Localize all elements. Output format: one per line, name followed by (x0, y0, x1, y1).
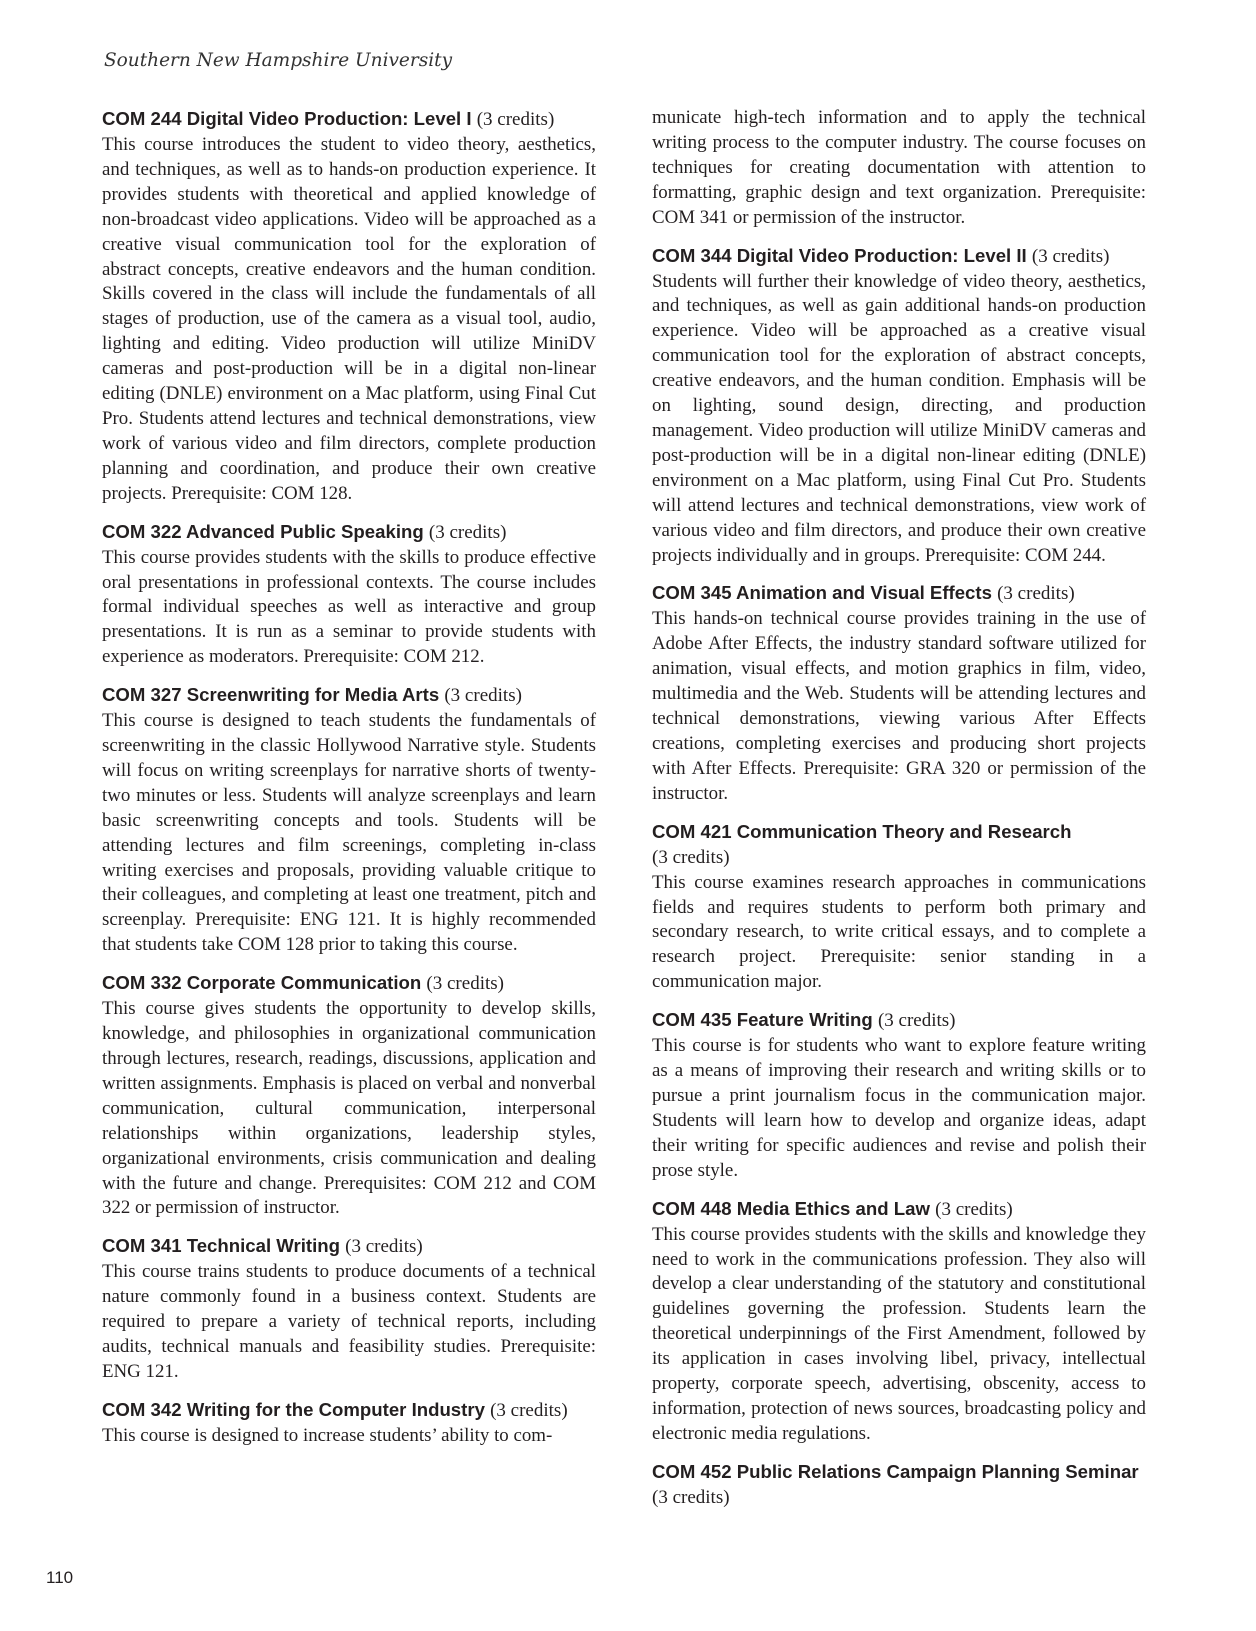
right-column (652, 106, 1146, 1523)
course-heading (102, 1233, 596, 1260)
course-heading (102, 682, 596, 709)
course-credits: (3 credits) (652, 1486, 730, 1508)
page-number: 110 (46, 1568, 74, 1587)
course-credits: (3 credits) (1031, 245, 1110, 267)
course-credits: (3 credits) (345, 1236, 423, 1258)
course-entry (102, 1233, 596, 1385)
course-title: COM 332 Corporate Communication (102, 972, 422, 994)
course-description: This course gives students the opportunity to develop skills, knowledge, and philosophies in organizational communication through lectures, research, readings, discussions, application and written assignments. Emphasis is placed on verbal and nonverbal communication, cultural communication, interpersonal relationships within organizations, leadership styles, organizational environments, crisis communication and dealing with the future and change. Prerequisites: COM 212 and COM 322 or permission of instructor. (102, 998, 596, 1219)
course-entry (652, 243, 1146, 569)
course-heading (102, 1397, 596, 1424)
course-description: This course is for students who want to explore feature writing as a means of improving their research and writing skills or to pursue a print journalism focus in the communication major. Students will learn how to develop and organize ideas, adapt their writing for specific audiences and revise and polish their prose style. (652, 1035, 1146, 1181)
course-title: COM 342 Writing for the Computer Industry (102, 1398, 485, 1420)
course-credits: (3 credits) (490, 1399, 568, 1421)
course-entry (652, 580, 1146, 806)
course-entry (102, 519, 596, 671)
course-entry (102, 106, 596, 507)
course-description: This course is designed to increase students’ ability to com- (102, 1424, 553, 1446)
course-description: This course trains students to produce documents of a technical nature commonly found in a business context. Students are required to prepare a variety of technical reports, including audits, technical manuals and feasibility studies. Prerequisite: ENG 121. (102, 1261, 596, 1382)
course-heading (652, 1196, 1146, 1223)
course-title: COM 327 Screenwriting for Media Arts (102, 684, 440, 706)
course-title: COM 345 Animation and Visual Effects (652, 582, 992, 604)
course-credits: (3 credits) (877, 1010, 956, 1032)
course-heading (102, 970, 596, 997)
course-description: Students will further their knowledge of video theory, aesthetics, and techniques, as well as gain additional hands-on production experience. Video will be approached as a creative visual communication tool for the exploration of abstract concepts, creative endeavors, and the human condition. Emphasis will be on lighting, sound design, directing, and production management. Video production will utilize MiniDV cameras and post-production will be in a digital non-linear editing (DNLE) environment on a Mac platform, using Final Cut Pro. Students will attend lectures and technical demonstrations, view work of various video and film directors, and produce their own creative projects individually and in groups. Prerequisite: COM 244. (652, 270, 1146, 566)
course-heading (102, 106, 596, 133)
course-heading (652, 243, 1146, 270)
course-credits: (3 credits) (652, 846, 730, 868)
running-head: Southern New Hampshire University (104, 50, 453, 71)
course-heading (652, 1007, 1146, 1034)
course-description: municate high-tech information and to apply the technical writing process to the computer industry. The course focuses on techniques for creating documentation with attention to formatting, graphic design and text organization. Prerequisite: COM 341 or permission of the instructor. (652, 107, 1146, 228)
course-title: COM 341 Technical Writing (102, 1235, 340, 1257)
course-title: COM 421 Communication Theory and Research (652, 820, 1072, 842)
course-description: This hands-on technical course provides training in the use of Adobe After Effects, the industry standard software utilized for animation, visual effects, and motion graphics in film, video, multimedia and the Web. Students will be attending lectures and technical demonstrations, viewing various After Effects creations, completing exercises and producing short projects with After Effects. Prerequisite: GRA 320 or permission of the instructor. (652, 608, 1146, 804)
course-title: COM 452 Public Relations Campaign Planning Seminar (652, 1460, 1139, 1482)
course-entry (102, 1397, 596, 1449)
course-entry-continued (652, 106, 1146, 231)
course-entry (652, 1007, 1146, 1183)
course-credits: (3 credits) (935, 1198, 1013, 1220)
course-heading (102, 519, 596, 546)
course-title: COM 435 Feature Writing (652, 1009, 873, 1031)
course-entry (102, 682, 596, 958)
course-credits: (3 credits) (476, 109, 555, 130)
left-column (102, 106, 596, 1461)
course-description: This course is designed to teach students the fundamentals of screenwriting in the classic Hollywood Narrative style. Students will focus on writing screenplays for narrative shorts of twenty-two minutes or less. Students will analyze screenplays and learn basic screenwriting concepts and tools. Students will be attending lectures and film screenings, completing in-class writing exercises and proposals, providing valuable critique to their colleagues, and completing at least one treatment, pitch and screenplay. Prerequisite: ENG 121. It is highly recommended that students take COM 128 prior to taking this course. (102, 710, 596, 956)
course-title: COM 322 Advanced Public Speaking (102, 520, 424, 542)
course-description: This course examines research approaches in communications fields and requires students to perform both primary and secondary research, to write critical essays, and to complete a research project. Prerequisite: senior standing in a communication major. (652, 871, 1146, 993)
course-credits: (3 credits) (444, 685, 522, 707)
course-credits: (3 credits) (426, 973, 504, 995)
course-credits: (3 credits) (997, 583, 1075, 605)
course-description: This course introduces the student to video theory, aesthetics, and techniques, as well as to hands-on production experience. It provides students with theoretical and applied knowledge of non-broadcast video applications. Video will be approached as a creative visual communication tool for the exploration of abstract concepts, creative endeavors and the human condition. Skills covered in the class will include the fundamentals of all stages of production, use of the camera as a visual tool, audio, lighting and editing. Video production will utilize MiniDV cameras and post-production will be in a digital non-linear editing (DNLE) environment on a Mac platform, using Final Cut Pro. Students attend lectures and technical demonstrations, view work of various video and film directors, complete production planning and coordination, and produce their own creative projects. Prerequisite: COM 128. (102, 134, 596, 504)
course-heading (652, 580, 1146, 607)
course-credits: (3 credits) (428, 521, 507, 543)
course-title: COM 244 Digital Video Production: Level I (102, 108, 472, 129)
course-description: This course provides students with the skills and knowledge they need to work in the communications profession. They also will develop a clear understanding of the statutory and constitutional guidelines governing the profession. Students learn the theoretical underpinnings of the First Amendment, followed by its application in cases involving libel, privacy, intellectual property, corporate speech, advertising, obscenity, access to information, protection of news sources, broadcasting policy and electronic media regulations. (652, 1223, 1146, 1444)
course-heading (652, 1459, 1146, 1511)
course-entry (652, 1459, 1146, 1511)
course-title: COM 448 Media Ethics and Law (652, 1197, 930, 1219)
course-entry (652, 1196, 1146, 1447)
course-entry (102, 970, 596, 1221)
course-description: This course provides students with the skills to produce effective oral presentations in professional contexts. The course includes formal individual speeches as well as interactive and group presentations. It is run as a seminar to provide students with experience as moderators. Prerequisite: COM 212. (102, 546, 596, 668)
course-entry (652, 819, 1146, 996)
course-title: COM 344 Digital Video Production: Level II (652, 244, 1027, 266)
course-heading (652, 819, 1146, 871)
